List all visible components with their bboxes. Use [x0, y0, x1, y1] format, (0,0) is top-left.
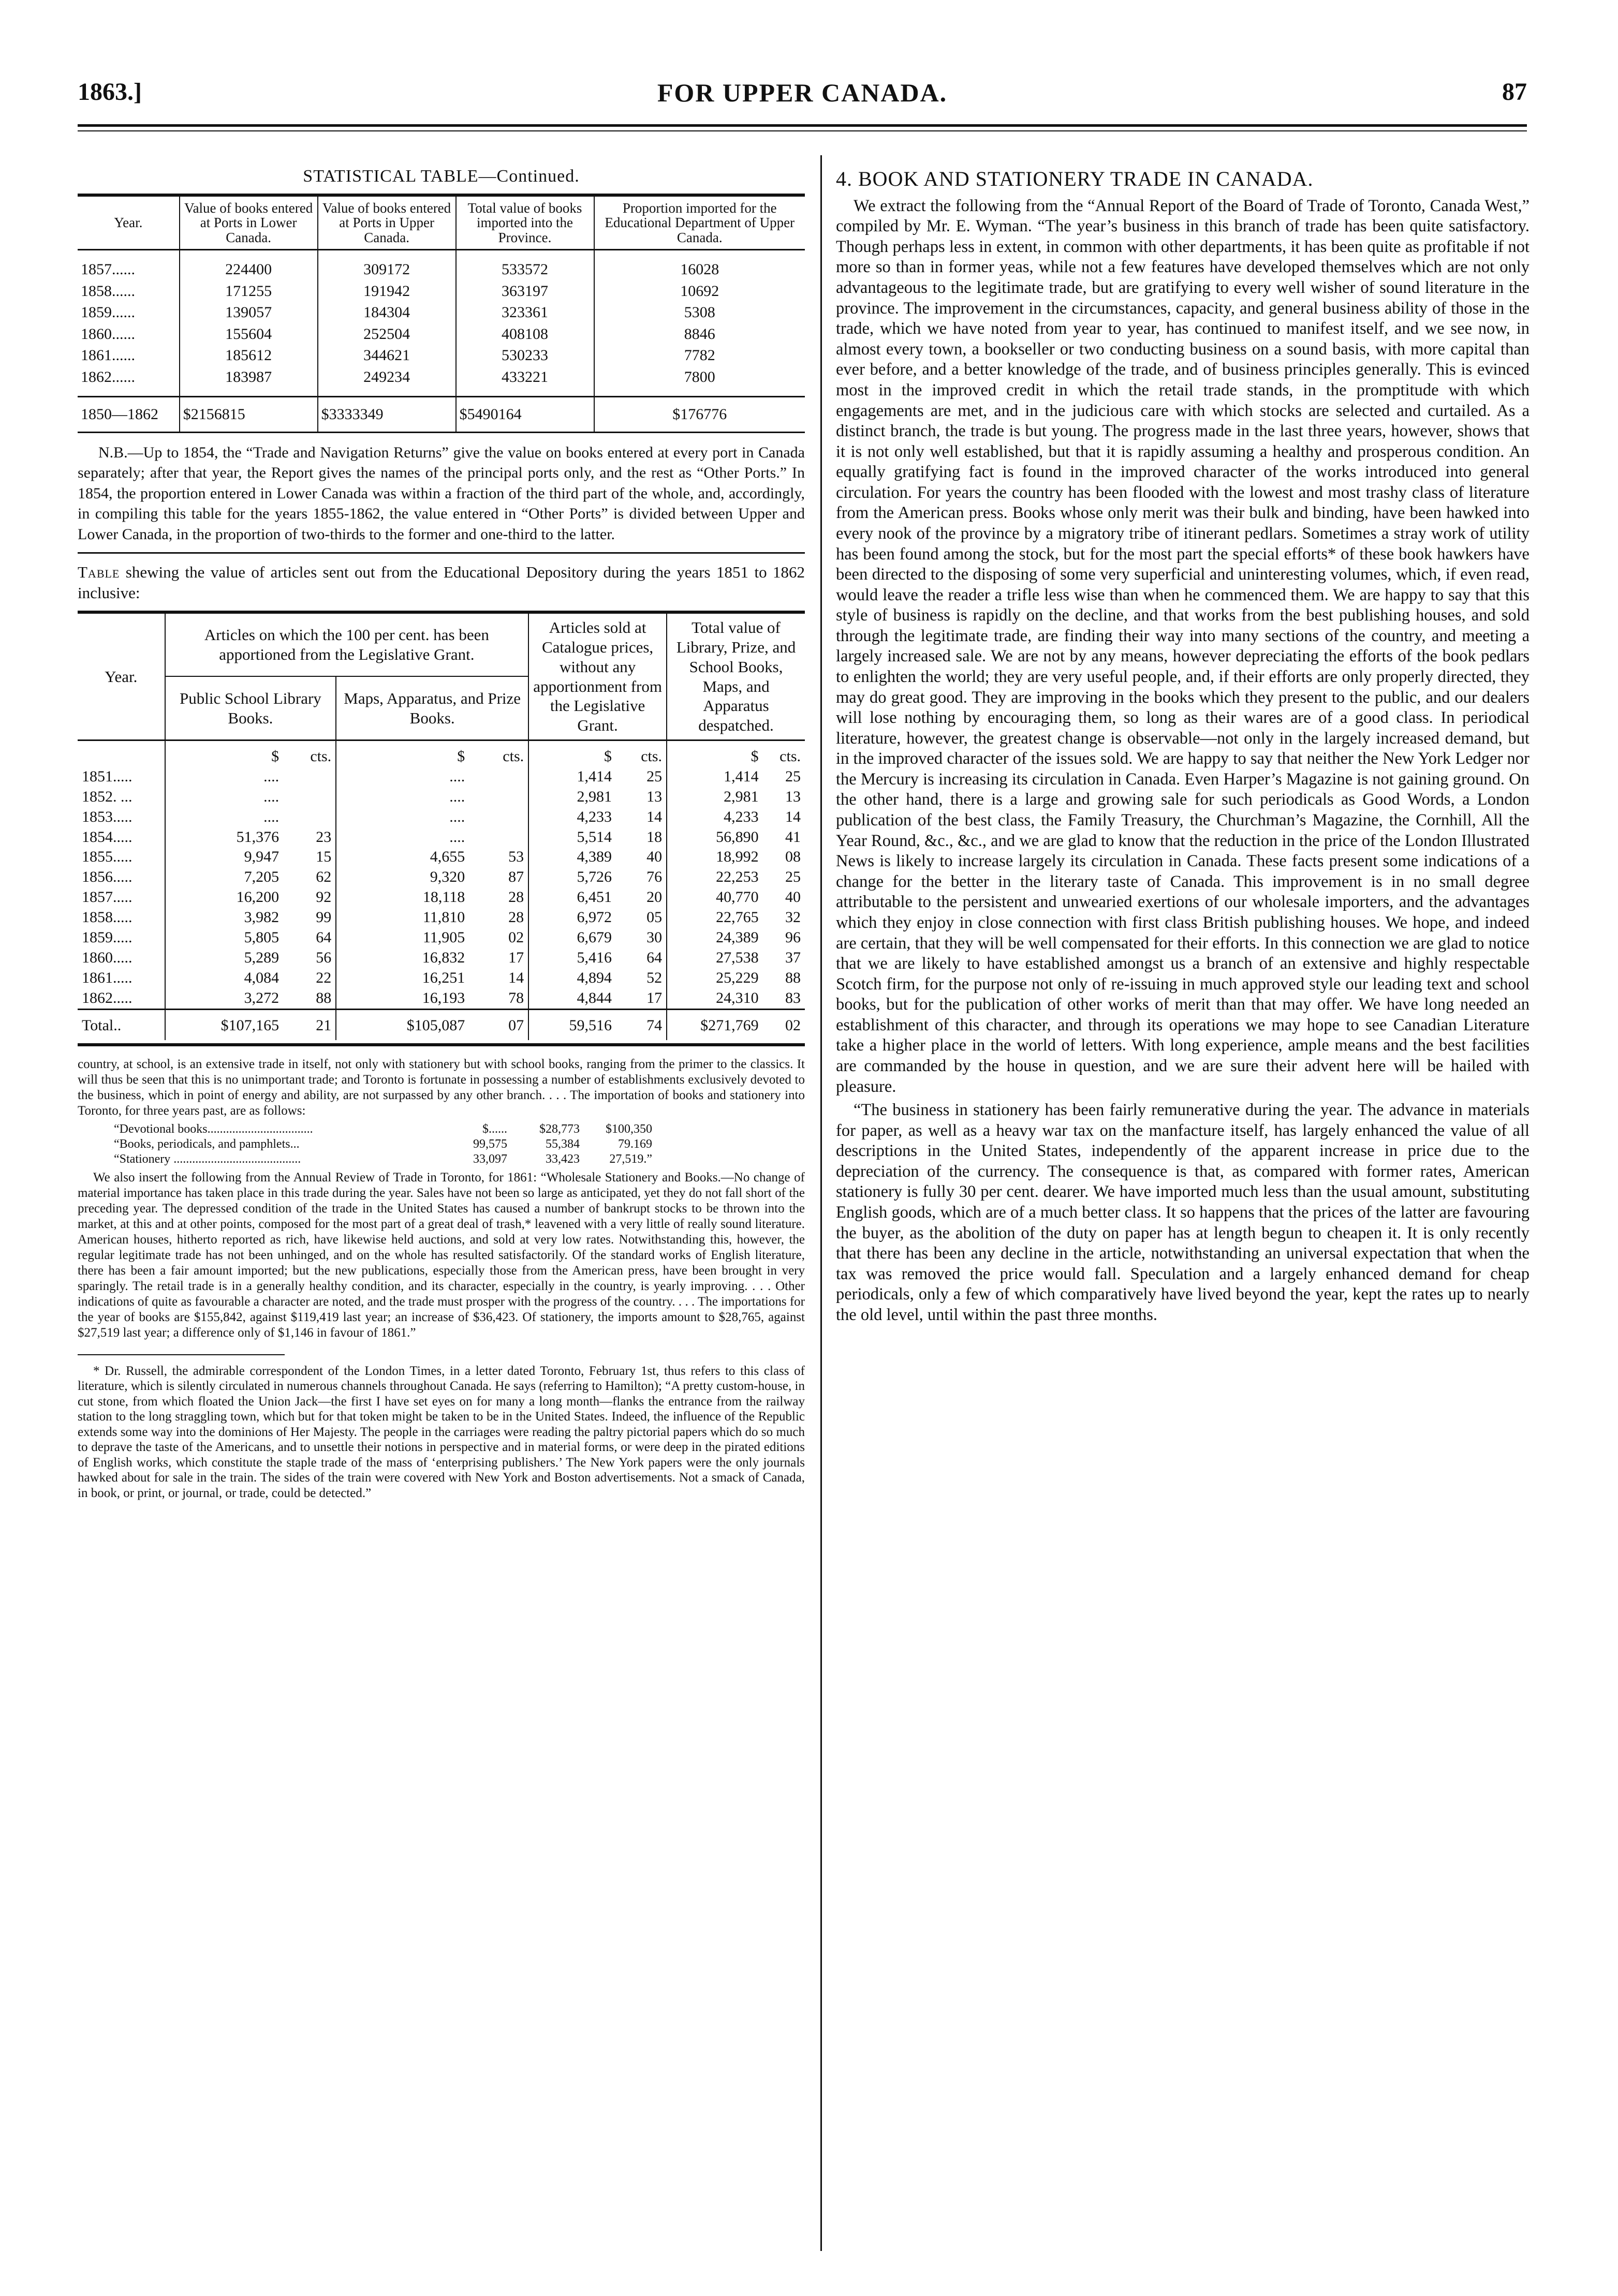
table2-total-row — [78, 1009, 805, 1040]
column-divider — [820, 155, 822, 2251]
catalogue-dollars: 5,726 — [528, 867, 616, 887]
table1-year: 1860...... — [81, 325, 135, 343]
library-dollars: .... — [165, 787, 284, 807]
table2-units-row — [78, 740, 805, 766]
total-dollars: 4,233 — [667, 807, 763, 827]
maps-dollars: 16,193 — [336, 988, 469, 1009]
catalogue-dollars: 4,389 — [528, 847, 616, 867]
maps-dollars: 11,905 — [336, 928, 469, 948]
page-number: 87 — [1502, 78, 1527, 106]
table1-year: 1859...... — [81, 304, 135, 321]
library-dollars: .... — [165, 767, 284, 787]
article-heading: 4. BOOK AND STATIONERY TRADE IN CANADA. — [836, 167, 1314, 190]
table1-lower: 185612 — [180, 345, 318, 366]
catalogue-cents: 64 — [646, 949, 663, 966]
imports-year1: $...... — [482, 1122, 507, 1136]
unit-dollar: $ — [165, 740, 284, 766]
table2-caption — [78, 562, 805, 604]
table1-lower: 171255 — [180, 280, 318, 302]
table1-upper: 344621 — [318, 345, 456, 366]
catalogue-cents: 25 — [646, 767, 663, 785]
catalogue-cents: 30 — [646, 928, 663, 946]
total-cents: 32 — [785, 909, 801, 926]
unit-cents: cts. — [779, 747, 801, 765]
table1-row — [78, 366, 805, 388]
table1-row — [78, 345, 805, 366]
library-dollars-total: $107,165 — [165, 1009, 284, 1040]
catalogue-dollars: 6,972 — [528, 908, 616, 928]
table1-proportion: 8846 — [594, 323, 805, 345]
catalogue-cents: 40 — [646, 848, 663, 866]
catalogue-dollars: 4,894 — [528, 968, 616, 988]
table2-bottom-rule — [78, 1043, 805, 1046]
table1-total-lower: $2156815 — [180, 397, 318, 432]
maps-dollars: 18,118 — [336, 887, 469, 908]
table2-row — [78, 908, 805, 928]
table1-spacer — [78, 388, 805, 397]
table2-year: 1855..... — [82, 848, 133, 866]
catalogue-cents: 20 — [646, 888, 663, 906]
total-dollars-total: $271,769 — [667, 1009, 763, 1040]
library-cents: 15 — [316, 848, 332, 866]
maps-dollars: 16,832 — [336, 948, 469, 968]
table2-caption-lead: Table — [78, 562, 120, 581]
table1-lower: 155604 — [180, 323, 318, 345]
library-dollars: 51,376 — [165, 827, 284, 848]
table1-upper: 309172 — [318, 259, 456, 280]
table2-year: 1851..... — [82, 767, 133, 785]
catalogue-dollars: 5,514 — [528, 827, 616, 848]
total-dollars: 22,253 — [667, 867, 763, 887]
catalogue-dollars: 5,416 — [528, 948, 616, 968]
article-paragraph-2: “The business in stationery has been fairly remunerative during the year. The advance in materials for paper, as well as a heavy war tax on the manfacture itself, has largely enhanced the value of all descriptions in the United States, independently of the apparent increase in price due to the depreciation of the currency. The consequence is that, as compared with former rates, American stationery is fully 30 per cent. dearer. We have imported much less than the usual amount, substituting English goods, which are of a much better class. It so happens that the prices of the latter are favouring the buyer, as the abolition of the duty on paper has at length begun to cheapen it. It is only recently that there has been any decline in the article, notwithstanding an universal expectation that when the tax was removed the price would fall. Speculation and a largely enhanced demand for cheap periodicals, only a few of which comparatively have lived beyond the year, kept the rates up to nearly the old level, until within the past three months. — [836, 1101, 1529, 1324]
unit-dollar: $ — [528, 740, 616, 766]
library-cents: 56 — [316, 949, 332, 966]
catalogue-dollars: 1,414 — [528, 767, 616, 787]
table2-year: 1857..... — [82, 888, 133, 906]
table2-year: 1862..... — [82, 989, 133, 1006]
library-cents: 22 — [316, 969, 332, 986]
maps-cents — [469, 827, 528, 848]
maps-cents: 28 — [508, 888, 524, 906]
maps-cents: 78 — [508, 989, 524, 1006]
table1-row — [78, 259, 805, 280]
imports-year2: 55,384 — [546, 1137, 580, 1151]
maps-dollars: .... — [336, 767, 469, 787]
maps-dollars: .... — [336, 787, 469, 807]
left-column — [78, 165, 805, 1501]
maps-cents: 28 — [508, 909, 524, 926]
total-cents: 14 — [785, 808, 801, 825]
maps-dollars: 9,320 — [336, 867, 469, 887]
table2-row — [78, 787, 805, 807]
table1-total: 433221 — [456, 366, 594, 388]
table1-upper: 191942 — [318, 280, 456, 302]
trade-review-text — [78, 1057, 805, 1501]
table1-total-upper: $3333349 — [318, 397, 456, 432]
table1-header-proportion: Proportion imported for the Educational Department of Upper Canada. — [594, 197, 805, 250]
table1-caption: STATISTICAL TABLE—Continued. — [303, 167, 580, 186]
table1-header-lower: Value of books entered at Ports in Lower Canada. — [180, 197, 318, 250]
toronto-imports-list — [78, 1122, 805, 1166]
footnote: * Dr. Russell, the admirable correspondent of the London Times, in a letter dated Toronto, February 1st, thus refers to this class of literature, which is silently circulated in numerous channels throughout Canada. He says (referring to Hamilton); “A pretty custom-house, in cut stone, from which floated the Union Jack—the first I have set eyes on for many a long month—flanks the entrance from the railway station to the long straggling town, which but for that token might be taken to be in the United States. Indeed, the influence of the Republic extends some way into the dominions of Her Majesty. The people in the carriages were reading the paltry pictorial papers which do so much to deprave the taste of the Americans, and to unsettle their notions in perspective and in material forms, or were deep in the pirated editions of English works, which constitute the staple trade of the mass of ‘enterprising publishers.’ The New York papers were the only journals hawked about for sale in the train. The sides of the train were covered with New York and Boston advertisements. Not a smack of Canada, in book, or print, or journal, or trade, could be detected.” — [78, 1364, 805, 1500]
library-cents: 92 — [316, 888, 332, 906]
library-dollars: 3,272 — [165, 988, 284, 1009]
catalogue-dollars: 4,233 — [528, 807, 616, 827]
table1-header-total: Total value of books imported into the Province. — [456, 197, 594, 250]
imports-year1: 99,575 — [473, 1137, 507, 1151]
maps-dollars: 4,655 — [336, 847, 469, 867]
table1-year: 1858...... — [81, 282, 135, 300]
depository-table — [78, 614, 805, 1040]
imports-year2: $28,773 — [539, 1122, 580, 1136]
total-dollars: 22,765 — [667, 908, 763, 928]
maps-cents: 53 — [508, 848, 524, 866]
catalogue-cents: 05 — [646, 909, 663, 926]
table2-header-library: Public School Library Books. — [165, 676, 336, 740]
total-cents: 13 — [785, 788, 801, 805]
article-paragraph-1: We extract the following from the “Annual Report of the Board of Trade of Toronto, Canada West,” compiled by Mr. E. Wyman. “The year’s business in this branch of trade has been quite satisfactory. Though perhaps less in extent, in common with other departments, it has been quite as profitable if not more so than in former yeas, while not a few features have developed themselves which are not only advantageous to the legitimate trade, but are gratifying to every well wisher of sound literature in the province. The improvement in the circumstances, capacity, and general business ability of those in the trade, which we have noted from year to year, has continued to manifest itself, and we see now, in almost every town, a bookseller or two conducting business on a sound basis, with more capital than ever before, and a better knowledge of the trade, and of business principles generally. This is evinced most in the improved credit in which the retail trade stands, in the promptitude with which engagements are met, and in the judicious care with which stocks are selected and curtailed. As a distinct branch, the trade is but young. The progress made in the last three years, however, shows that it is not only well established, but that it is rapidly assuming a healthy and prosperous condition. An equally gratifying fact is found in the improved character of the works introduced into general circulation. For years the country has been flooded with the lowest and most trashy class of literature from the American press. Books whose only merit was their bulk and binding, have been hawked into every nook of the province by a migratory tribe of itinerant pedlars. Sometimes a stray work of utility has been found among the stock, but for the most part the special efforts* of these book hawkers have been directed to the disposing of some very superficial and uninteresting volumes, which, if even read, would leave the reader a trifle less wise than when he commenced them. We are happy to say that this style of business is rapidly on the decline, and that works from the best publishing houses, and sold through the legitimate trade, are finding their way into many sections of the country, and meeting a largely increased sale. We are not by any means, however depreciating the efforts of the book pedlars to enlighten the world; they are very useful people, and, if their efforts are only properly directed, they may do great good. They are improving in the books which they present to the public, and our dealers will lose nothing by encouraging them, so long as their wares are of a good class. In periodical literature, however, the greatest change is observable—not only in the largely increased demand, but in the improved character of the issues sold. We are happy to say that neither the New York Ledger nor the Mercury is increasing its circulation in Canada. Even Harper’s Magazine is not gaining ground. On the other hand, there is a large and growing sale for such periodicals as Good Words, a London publication of the best class, the Family Treasury, the Churchman’s Magazine, the Cornhill, All the Year Round, &c., &c., and we are glad to know that the reduction in the price of the London Illustrated News is likely to increase largely its circulation in Canada. These facts present some indications of a change for the better in the literary taste of Canada. This improvement is in no small degree attributable to the persistent and unwearied exertions of our wholesale importers, and the advantages which they enjoy in close connection with first class British publishing houses. We hope, and indeed are certain, that they will be well compensated for their efforts. In this connection we are glad to notice that we are likely to have established amongst us a branch of an extensive and highly respectable Scotch firm, for the purpose not only of re-issuing in much approved style our leading text and school books, but for the publication of other works of merit than that may offer. We have long needed an establishment of this character, and through its operations we may hope to see Canadian Literature take a higher place in the world of letters. With long experience, ample means and the best facilities are commanded by the house in question, and we are sure their advent here will be hailed with pleasure. — [836, 196, 1529, 1096]
total-dollars: 56,890 — [667, 827, 763, 848]
table2-header-year: Year. — [105, 667, 138, 686]
maps-dollars-total: $105,087 — [336, 1009, 469, 1040]
catalogue-dollars: 4,844 — [528, 988, 616, 1009]
table1-spacer — [78, 250, 805, 259]
total-cents: 88 — [785, 969, 801, 986]
maps-cents: 02 — [508, 928, 524, 946]
table1-total: 408108 — [456, 323, 594, 345]
table1-lower: 224400 — [180, 259, 318, 280]
table1-row — [78, 302, 805, 323]
total-cents: 25 — [785, 868, 801, 886]
table1-proportion: 5308 — [594, 302, 805, 323]
total-cents: 96 — [785, 928, 801, 946]
catalogue-cents: 18 — [646, 828, 663, 846]
imports-label: “Books, periodicals, and pamphlets... — [114, 1137, 300, 1151]
table1-proportion: 7800 — [594, 366, 805, 388]
imports-row — [78, 1137, 805, 1152]
table1-total: 530233 — [456, 345, 594, 366]
table1-header-row — [78, 197, 805, 250]
right-column — [836, 165, 1529, 1329]
imports-label: “Stationery ......................................... — [114, 1152, 301, 1166]
table1-header-year: Year. — [78, 197, 180, 250]
maps-cents: 87 — [508, 868, 524, 886]
total-dollars: 40,770 — [667, 887, 763, 908]
imports-year1: 33,097 — [473, 1152, 507, 1166]
table1-upper: 184304 — [318, 302, 456, 323]
table2-row — [78, 867, 805, 887]
library-cents — [283, 807, 336, 827]
table2-row — [78, 767, 805, 787]
trade-paragraph-1: country, at school, is an extensive trade in itself, not only with stationery but with school books, ranging from the primer to the classics. It will thus be seen that this is no unimportant trade; and Toronto is fortunate in possessing a number of establishments exclusively devoted to the business, which in point of energy and ability, are not surpassed by any other branch. . . . The importation of books and stationery into Toronto, for three years past, are as follows: — [78, 1057, 805, 1118]
table2-row — [78, 928, 805, 948]
library-dollars: 16,200 — [165, 887, 284, 908]
table2-caption-text: shewing the value of articles sent out from the Educational Depository during the years 1851 to 1862 inclusive: — [78, 562, 805, 602]
table1-note: N.B.—Up to 1854, the “Trade and Navigation Returns” give the value on books entered at every port in Canada separately; after that year, the Report gives the names of the principal ports only, and the rest as “Other Ports.” In 1854, the proportion entered in Lower Canada was within a fraction of the third part of the whole, and, accordingly, in compiling this table for the years 1855-1862, the value entered in “Other Ports” is divided between Upper and Lower Canada, in the proportion of two-thirds to the former and one-third to the latter. — [78, 443, 805, 543]
unit-dollar: $ — [336, 740, 469, 766]
table1-row — [78, 280, 805, 302]
total-dollars: 24,389 — [667, 928, 763, 948]
imports-row — [78, 1122, 805, 1137]
table1-total: 533572 — [456, 259, 594, 280]
catalogue-dollars: 6,679 — [528, 928, 616, 948]
table2-header-maps: Maps, Apparatus, and Prize Books. — [336, 676, 528, 740]
maps-cents-total: 07 — [469, 1009, 528, 1040]
imports-row — [78, 1152, 805, 1167]
unit-cents: cts. — [641, 747, 663, 765]
library-cents: 99 — [316, 909, 332, 926]
catalogue-cents: 76 — [646, 868, 663, 886]
table2-year: 1853..... — [82, 808, 133, 825]
maps-dollars: .... — [336, 827, 469, 848]
table2-header-group: Articles on which the 100 per cent. has been apportioned from the Legislative Grant. — [165, 614, 529, 676]
unit-dollar: $ — [667, 740, 763, 766]
table1-upper: 249234 — [318, 366, 456, 388]
header-rule-thick — [78, 124, 1527, 127]
total-cents: 41 — [785, 828, 801, 846]
table1-lower: 139057 — [180, 302, 318, 323]
catalogue-dollars: 6,451 — [528, 887, 616, 908]
table1-proportion: 10692 — [594, 280, 805, 302]
library-cents: 64 — [316, 928, 332, 946]
catalogue-dollars: 2,981 — [528, 787, 616, 807]
catalogue-cents-total: 74 — [616, 1009, 667, 1040]
table1-year: 1862...... — [81, 368, 135, 386]
unit-cents: cts. — [503, 747, 524, 765]
catalogue-cents: 13 — [646, 788, 663, 805]
table1-header-upper: Value of books entered at Ports in Upper Canada. — [318, 197, 456, 250]
table2-row — [78, 968, 805, 988]
library-dollars: 5,289 — [165, 948, 284, 968]
maps-cents — [469, 807, 528, 827]
table1-year: 1861...... — [81, 347, 135, 364]
table1-year: 1857...... — [81, 261, 135, 278]
table2-year: 1852. ... — [82, 788, 133, 805]
library-cents — [283, 787, 336, 807]
table2-row — [78, 948, 805, 968]
table2-year: 1854..... — [82, 828, 133, 846]
imports-year3: $100,350 — [606, 1122, 652, 1136]
table1-total-proportion: $176776 — [594, 397, 805, 432]
trade-paragraph-2: We also insert the following from the Annual Review of Trade in Toronto, for 1861: “Wholesale Stationery and Books.—No change of material importance has taken place in this trade during the year. Sales have not been so large as anticipated, yet they do not fall short of the preceding year. The depressed condition of the trade in the United States has caused a number of bankrupt stocks to be thrown into the market, at this and at other points, composed for the most part of a great deal of trash,* leavened with a very little of really sound literature. American houses, hitherto reported as rich, have likewise held auctions, and sold at very low rates. Notwithstanding this, however, the regular legitimate trade has not been unhinged, and on the whole has resulted satisfactorily. Of the standard works of English literature, there has been a fair amount imported; but the new publications, especially those from the American press, have been brought in very sparingly. The retail trade is in a generally healthy condition, and its character, especially in the country, is yearly improving. . . . Other indications of quite as favourable a character are noted, and the trade must prosper with the progress of the country. . . . The importations for the year of books are $155,842, against $119,419 last year; an increase of $36,423. Of stationery, the imports amount to $28,765, against $27,519 last year; a difference only of $1,146 in favour of 1861.” — [78, 1170, 805, 1340]
total-cents: 40 — [785, 888, 801, 906]
library-dollars: 7,205 — [165, 867, 284, 887]
maps-cents — [469, 787, 528, 807]
library-dollars: 4,084 — [165, 968, 284, 988]
library-cents: 88 — [316, 989, 332, 1006]
total-dollars: 27,538 — [667, 948, 763, 968]
header-rule-thin — [78, 130, 1527, 131]
imports-year2: 33,423 — [546, 1152, 580, 1166]
table2-row — [78, 847, 805, 867]
catalogue-dollars-total: 59,516 — [528, 1009, 616, 1040]
table2-header-catalogue: Articles sold at Catalogue prices, without any apportionment from the Legislative Grant. — [528, 614, 667, 740]
table2-row — [78, 988, 805, 1009]
header-year: 1863.] — [78, 78, 142, 106]
table1-total-total: $5490164 — [456, 397, 594, 432]
maps-cents: 14 — [508, 969, 524, 986]
table2-year: 1856..... — [82, 868, 133, 886]
header-title: FOR UPPER CANADA. — [657, 78, 948, 107]
table2-header-total: Total value of Library, Prize, and School Books, Maps, and Apparatus despatched. — [667, 614, 805, 740]
total-dollars: 2,981 — [667, 787, 763, 807]
table1-total: 323361 — [456, 302, 594, 323]
total-dollars: 1,414 — [667, 767, 763, 787]
total-dollars: 24,310 — [667, 988, 763, 1009]
catalogue-cents: 52 — [646, 969, 663, 986]
total-cents: 37 — [785, 949, 801, 966]
running-header — [78, 78, 1527, 114]
library-dollars: 9,947 — [165, 847, 284, 867]
total-cents-total: 02 — [763, 1009, 805, 1040]
maps-dollars: 11,810 — [336, 908, 469, 928]
total-cents: 25 — [785, 767, 801, 785]
library-cents: 62 — [316, 868, 332, 886]
table1-lower: 183987 — [180, 366, 318, 388]
table2-year: 1858..... — [82, 909, 133, 926]
table1-total-year: 1850—1862 — [78, 397, 180, 432]
library-dollars: 3,982 — [165, 908, 284, 928]
catalogue-cents: 17 — [646, 989, 663, 1006]
footnote-rule — [78, 1354, 285, 1355]
library-cents — [283, 767, 336, 787]
table1-proportion: 7782 — [594, 345, 805, 366]
table1-bottom-rule — [78, 432, 805, 433]
library-dollars: .... — [165, 807, 284, 827]
library-dollars: 5,805 — [165, 928, 284, 948]
statistical-table — [78, 197, 805, 432]
table1-row — [78, 323, 805, 345]
maps-dollars: 16,251 — [336, 968, 469, 988]
table1-upper: 252504 — [318, 323, 456, 345]
table2-row — [78, 827, 805, 848]
table2-year: 1859..... — [82, 928, 133, 946]
catalogue-cents: 14 — [646, 808, 663, 825]
table2-top-rule — [78, 552, 805, 554]
maps-dollars: .... — [336, 807, 469, 827]
table2-year: 1860..... — [82, 949, 133, 966]
total-dollars: 25,229 — [667, 968, 763, 988]
total-dollars: 18,992 — [667, 847, 763, 867]
total-cents: 83 — [785, 989, 801, 1006]
table1-total-row — [78, 397, 805, 432]
total-cents: 08 — [785, 848, 801, 866]
table2-header-row — [78, 614, 805, 676]
maps-cents — [469, 767, 528, 787]
table1-proportion: 16028 — [594, 259, 805, 280]
library-cents: 23 — [316, 828, 332, 846]
imports-label: “Devotional books.................................. — [114, 1122, 313, 1136]
table2-row — [78, 807, 805, 827]
table2-row — [78, 887, 805, 908]
maps-cents: 17 — [508, 949, 524, 966]
unit-cents: cts. — [310, 747, 332, 765]
table1-total: 363197 — [456, 280, 594, 302]
table2-total-label: Total.. — [78, 1009, 165, 1040]
library-cents-total: 21 — [283, 1009, 336, 1040]
table2-year: 1861..... — [82, 969, 133, 986]
imports-year3: 27,519.” — [609, 1152, 652, 1166]
imports-year3: 79.169 — [618, 1137, 652, 1151]
